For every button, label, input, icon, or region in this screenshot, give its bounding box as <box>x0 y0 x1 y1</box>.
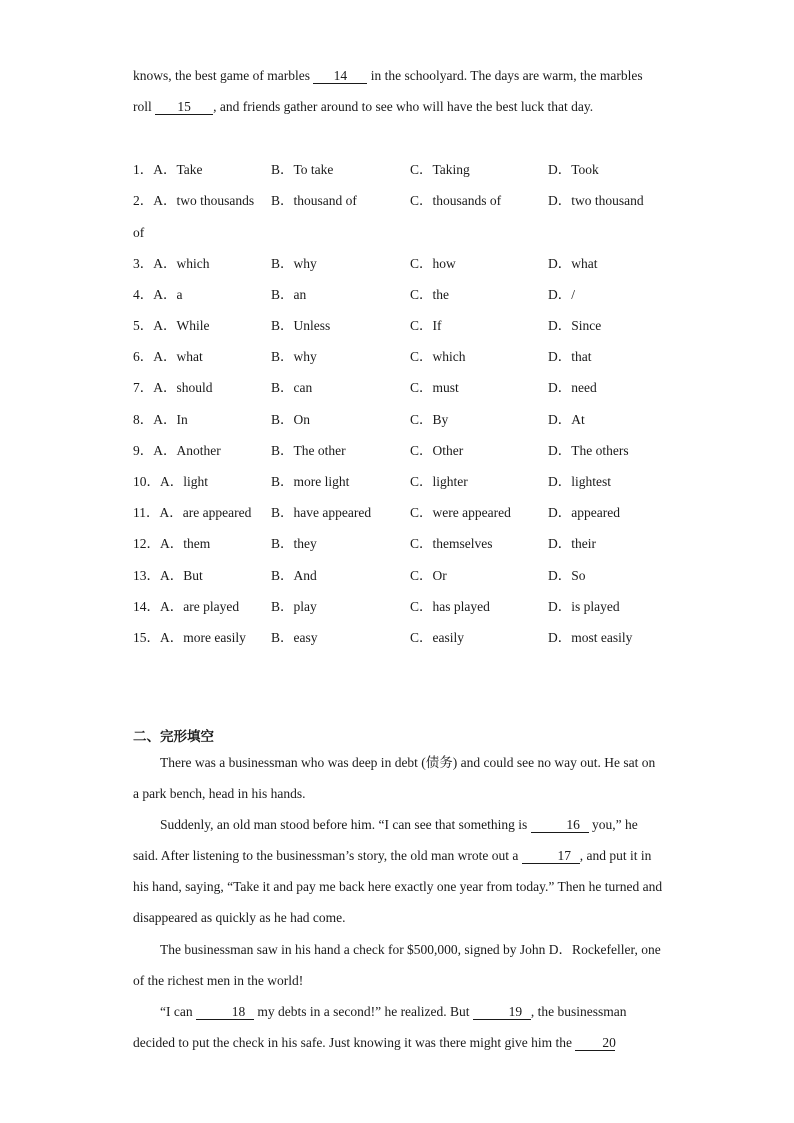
option-text: A．Another <box>153 442 221 458</box>
option-text: B．they <box>271 536 317 552</box>
option-text: D．Since <box>548 318 602 333</box>
option-b <box>271 466 349 497</box>
option-d <box>548 528 596 559</box>
p4-text-2: my debts in a second!” he realized. But <box>253 1004 473 1019</box>
option-text: B．easy <box>271 630 318 645</box>
option-text: B．why <box>271 255 317 271</box>
option-a <box>133 185 254 216</box>
option-text: D．Took <box>548 162 599 177</box>
option-row <box>133 341 673 372</box>
option-text: A．are appeared <box>159 505 252 521</box>
passage-paragraph-1: There was a businessman who was deep in debt (债务) and could see no way out. He sat on a park bench, head in his hands. <box>133 755 656 801</box>
option-c <box>410 497 511 528</box>
option-row <box>133 560 673 591</box>
option-text: A．are played <box>160 598 240 614</box>
option-b <box>271 341 317 372</box>
option-c <box>410 310 442 341</box>
option-text: D．appeared <box>548 505 620 521</box>
blank-18: 18 <box>196 1005 254 1020</box>
option-row <box>133 310 673 341</box>
question-number: 5． <box>133 318 154 333</box>
option-a <box>133 341 203 372</box>
option-d <box>548 591 620 622</box>
option-b <box>271 497 371 528</box>
question-number: 4． <box>133 286 154 302</box>
option-text: C．By <box>410 411 449 427</box>
option-2-wrap-tail: of <box>133 225 145 240</box>
option-row <box>133 248 673 279</box>
option-text: C．were appeared <box>410 505 511 521</box>
option-c <box>410 154 470 185</box>
option-a <box>133 560 203 591</box>
option-b <box>271 279 306 310</box>
option-b <box>271 560 317 591</box>
blank-20: 20 <box>575 1036 615 1051</box>
option-b <box>271 154 333 185</box>
option-row <box>133 279 673 310</box>
option-a <box>133 435 221 466</box>
intro-paragraph <box>133 60 663 122</box>
option-text: C．Other <box>410 442 464 458</box>
option-text: B．an <box>271 286 307 302</box>
option-text: D．that <box>548 349 592 365</box>
option-text: A．While <box>153 318 210 333</box>
option-text: A．should <box>153 380 213 396</box>
option-text: A．light <box>160 474 209 489</box>
option-text: D．is played <box>548 598 620 614</box>
option-text: C．which <box>410 349 466 365</box>
option-text: C．must <box>410 380 459 396</box>
option-d <box>548 466 611 497</box>
question-number: 7． <box>133 380 154 396</box>
option-text: C．easily <box>410 630 464 645</box>
p2-text-1: Suddenly, an old man stood before him. “I can see that something is <box>160 817 531 832</box>
option-text: D．most easily <box>548 630 633 645</box>
p2-text-2: you,” he said. After listening to the businessman’s story, the old man wrote out a <box>133 817 638 863</box>
option-row <box>133 497 673 528</box>
option-row <box>133 591 673 622</box>
question-number: 3． <box>133 255 154 271</box>
option-a <box>133 154 203 185</box>
option-c <box>410 560 447 591</box>
option-d <box>548 185 644 216</box>
option-text: D．/ <box>548 286 575 302</box>
option-a <box>133 622 246 653</box>
option-a <box>133 372 213 403</box>
option-a <box>133 248 210 279</box>
option-a <box>133 279 183 310</box>
option-d <box>548 497 620 528</box>
option-b <box>271 622 318 653</box>
option-d <box>548 341 592 372</box>
question-number: 14． <box>133 598 160 614</box>
passage-paragraph-3: The businessman saw in his hand a check for $500,000, signed by John D．Rockefeller, one of the richest men in the world! <box>133 942 661 988</box>
option-a <box>133 528 210 559</box>
option-d <box>548 310 601 341</box>
option-c <box>410 435 463 466</box>
option-d <box>548 372 597 403</box>
option-text: B．To take <box>271 162 334 177</box>
option-a <box>133 497 251 528</box>
option-text: C．thousands of <box>410 193 502 209</box>
option-d <box>548 435 629 466</box>
option-c <box>410 279 449 310</box>
option-text: C．Or <box>410 567 447 583</box>
option-text: D．So <box>548 567 586 583</box>
option-text: B．have appeared <box>271 505 372 521</box>
option-row <box>133 404 673 435</box>
option-row <box>133 154 673 185</box>
option-text: B．play <box>271 598 317 614</box>
question-number: 9． <box>133 442 154 458</box>
option-text: B．why <box>271 349 317 365</box>
intro-text-3: , and friends gather around to see who will have the best luck that day. <box>213 99 594 114</box>
option-text: C．lighter <box>410 474 468 489</box>
p2-text-3: , and put it in his hand, saying, “Take it and pay me back here exactly one year from today.” Then he turned and disappeared as quickly as he had come. <box>133 848 663 925</box>
option-row <box>133 466 673 497</box>
option-text: D．lightest <box>548 474 611 489</box>
option-b <box>271 528 317 559</box>
option-text: A．two thousands <box>153 193 255 209</box>
option-text: B．And <box>271 567 317 583</box>
question-number: 10． <box>133 474 160 489</box>
option-a <box>133 404 188 435</box>
option-b <box>271 591 317 622</box>
question-number: 2． <box>133 193 154 209</box>
option-text: A．which <box>153 255 210 271</box>
option-d <box>548 560 586 591</box>
option-row <box>133 622 673 653</box>
option-c <box>410 591 490 622</box>
blank-16: 16 <box>531 818 589 833</box>
option-c <box>410 341 466 372</box>
option-text: D．two thousand <box>548 193 644 209</box>
option-d <box>548 404 585 435</box>
option-text: D．The others <box>548 442 629 458</box>
option-b <box>271 435 346 466</box>
option-text: B．can <box>271 380 313 396</box>
question-number: 13． <box>133 567 160 583</box>
option-text: C．themselves <box>410 536 493 552</box>
question-number: 15． <box>133 630 160 645</box>
option-text: B．On <box>271 411 311 427</box>
option-c <box>410 404 448 435</box>
option-d <box>548 154 599 185</box>
option-a <box>133 591 239 622</box>
option-row <box>133 372 673 403</box>
option-d <box>548 248 598 279</box>
option-row <box>133 435 673 466</box>
option-c <box>410 372 459 403</box>
option-c <box>410 185 501 216</box>
option-c <box>410 248 456 279</box>
option-text: A．them <box>160 536 211 552</box>
question-number: 12． <box>133 536 160 552</box>
option-c <box>410 528 493 559</box>
option-b <box>271 404 310 435</box>
p4-text-1: “I can <box>160 1004 196 1019</box>
option-row <box>133 528 673 559</box>
blank-15: 15 <box>155 100 213 115</box>
option-text: A．Take <box>153 162 203 177</box>
p4-text-3: , the businessman decided to put the check in his safe. Just knowing it was there might give him the <box>133 1004 627 1050</box>
intro-text-2: in the schoolyard. The days are warm, the marbles roll <box>133 68 643 114</box>
option-text: A．But <box>160 567 203 583</box>
option-text: A．what <box>153 349 203 365</box>
question-number: 6． <box>133 349 154 365</box>
option-d <box>548 622 632 653</box>
section-title: 二、完形填空 <box>133 729 214 745</box>
blank-19: 19 <box>473 1005 531 1020</box>
question-number: 11． <box>133 505 160 521</box>
passage-paragraph-4 <box>133 996 663 1058</box>
question-number: 1． <box>133 162 154 177</box>
option-a <box>133 310 210 341</box>
option-text: D．At <box>548 411 585 427</box>
passage-paragraph-2 <box>133 809 663 933</box>
option-row <box>133 185 673 216</box>
option-text: A．In <box>153 411 188 427</box>
option-text: B．The other <box>271 442 346 458</box>
option-text: C．has played <box>410 598 490 614</box>
option-text: B．Unless <box>271 318 331 333</box>
option-text: D．need <box>548 380 597 396</box>
option-text: D．what <box>548 255 598 271</box>
question-number: 8． <box>133 411 154 427</box>
option-text: B．thousand of <box>271 193 357 209</box>
option-c <box>410 622 464 653</box>
option-text: C．If <box>410 318 442 333</box>
blank-14: 14 <box>313 69 367 84</box>
option-b <box>271 372 312 403</box>
option-text: B．more light <box>271 474 350 489</box>
option-d <box>548 279 575 310</box>
option-a <box>133 466 208 497</box>
option-b <box>271 185 357 216</box>
option-text: C．how <box>410 255 456 271</box>
option-text: C．Taking <box>410 162 470 177</box>
option-text: C．the <box>410 286 449 302</box>
option-text: A．a <box>153 286 183 302</box>
option-b <box>271 310 330 341</box>
blank-17: 17 <box>522 849 580 864</box>
option-text: A．more easily <box>160 630 246 645</box>
intro-text-1: knows, the best game of marbles <box>133 68 314 83</box>
option-text: D．their <box>548 536 596 552</box>
option-c <box>410 466 468 497</box>
option-b <box>271 248 317 279</box>
